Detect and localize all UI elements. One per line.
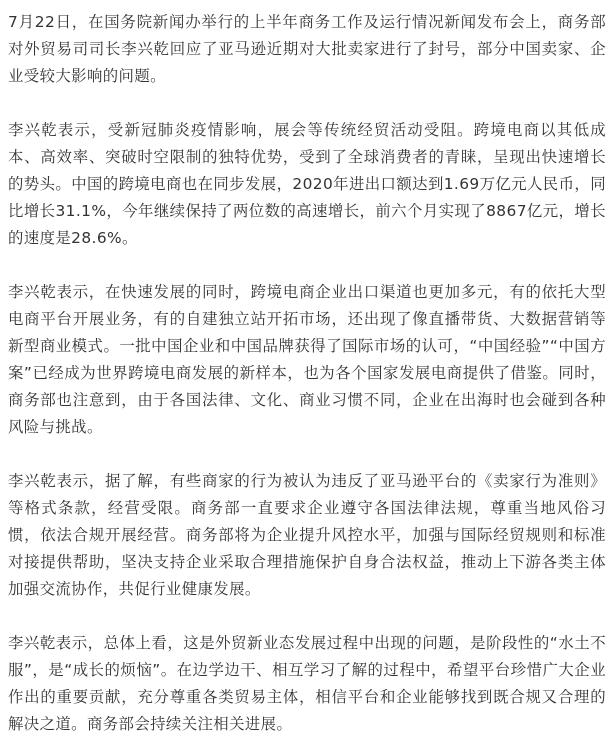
paragraph-channels: 李兴乾表示，在快速发展的同时，跨境电商企业出口渠道也更加多元，有的依托大型电商平台开展业务，有的自建独立站开拓市场，还出现了像直播带货、大数据营销等新型商业模式。一批中国企业和中国品牌获得了国际市场的认可，“中国经验”“中国方案”已经成为世界跨境电商发展的新样本，也为各个国家发展电商提供了借鉴。同时，商务部也注意到，由于各国法律、文化、商业习惯不同，企业在出海时也会碰到各种风险与挑战。 [8,283,606,436]
paragraph-summary: 李兴乾表示，总体上看，这是外贸新业态发展过程中出现的问题，是阶段性的“水土不服”，是“成长的烦恼”。在边学边干、相互学习了解的过程中，希望平台珍惜广大企业作出的重要贡献，充分尊重各类贸易主体，相信平台和企业能够找到既合规又合理的解决之道。商务部会持续关注相关进展。 [8,634,606,733]
paragraph-intro: 7月22日，在国务院新闻办举行的上半年商务工作及运行情况新闻发布会上，商务部对外贸易司司长李兴乾回应了亚马逊近期对大批卖家进行了封号，部分中国卖家、企业受较大影响的问题。 [8,13,606,85]
paragraph-compliance: 李兴乾表示，据了解，有些商家的行为被认为违反了亚马逊平台的《卖家行为准则》等格式条款，经营受限。商务部一直要求企业遵守各国法律法规，尊重当地风俗习惯，依法合规开展经营。商务部将为企业提升风控水平，加强与国际经贸规则和标准对接提供帮助，坚决支持企业采取合理措施保护自身合法权益，推动上下游各类主体加强交流协作，共促行业健康发展。 [8,472,606,598]
paragraph-growth: 李兴乾表示，受新冠肺炎疫情影响，展会等传统经贸活动受阻。跨境电商以其低成本、高效率、突破时空限制的独特优势，受到了全球消费者的青睐，呈现出快速增长的势头。中国的跨境电商也在同步发展，2020年进出口额达到1.69万亿元人民币，同比增长31.1%，今年继续保持了两位数的高速增长，前六个月实现了8867亿元，增长的速度是28.6%。 [8,121,606,247]
